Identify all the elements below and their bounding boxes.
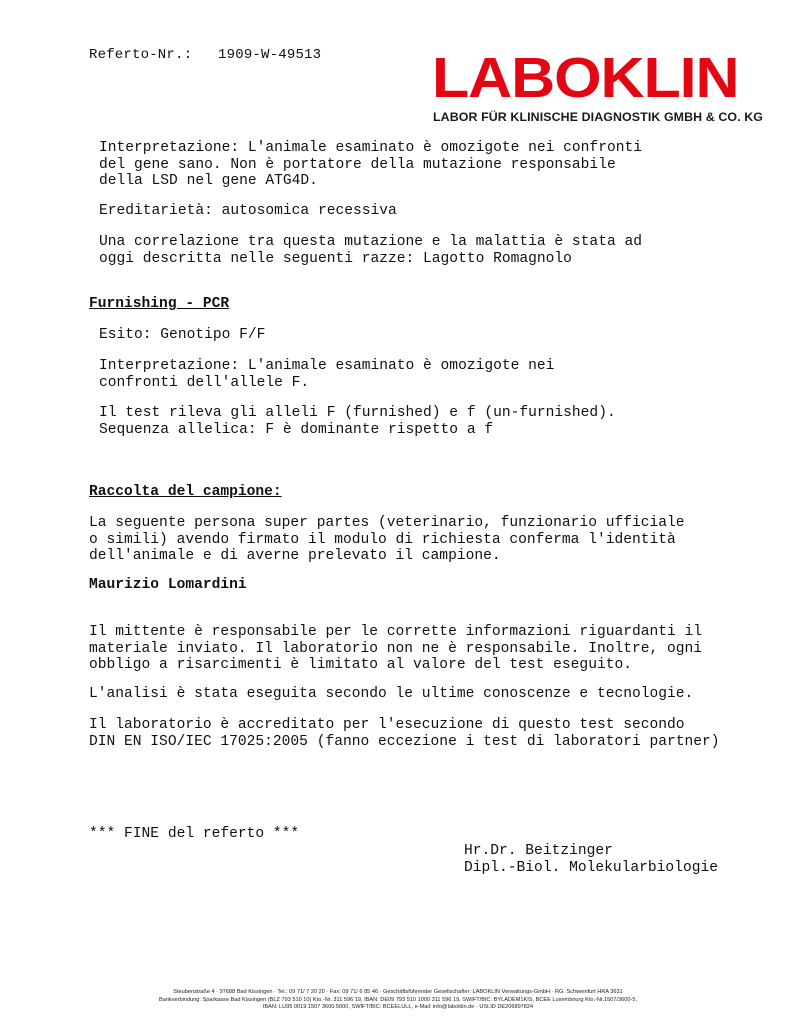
logo-subtitle: LABOR FÜR KLINISCHE DIAGNOSTIK GMBH & CO. KG	[433, 110, 763, 124]
sampling-heading: Raccolta del campione:	[89, 484, 282, 500]
text-line: Interpretazione: L'animale esaminato è omozigote nei	[99, 358, 555, 374]
signature-block	[464, 843, 718, 876]
text-line: dell'animale e di averne prelevato il campione.	[89, 548, 501, 564]
text-line: oggi descritta nelle seguenti razze: Lagotto Romagnolo	[99, 250, 572, 267]
furnishing-heading: Furnishing - PCR	[89, 296, 230, 312]
laboklin-logo: LABOKLIN	[432, 46, 739, 110]
end-of-report: *** FINE del referto ***	[89, 826, 300, 842]
text-line: Una correlazione tra questa mutazione e la malattia è stata ad	[99, 234, 642, 250]
report-number-label: Referto-Nr.:	[89, 47, 193, 63]
footer-line: Bankverbindung: Sparkasse Bad Kissingen (BLZ 793 510 10) Kto.-Nr. 311 596 19, IBAN: DE09 793 510 1000 311 596 19, SWIFT/BIC: BYLADEM1KIS, BCEE Luxembourg Kto.-Nr.1507/3600-5,	[158, 996, 638, 1003]
text-line: Sequenza allelica: F è dominante rispetto a f	[99, 421, 494, 438]
report-number: 1909-W-49513	[218, 47, 322, 63]
text-line: della LSD nel gene ATG4D.	[99, 173, 318, 189]
text-line: Il mittente è responsabile per le corrette informazioni riguardanti il	[89, 624, 703, 640]
footer	[0, 989, 796, 1012]
responsibility-disclaimer	[89, 624, 702, 674]
footer-line: IBAN: LU95 0019 1507 3600 5000, SWIFT/BIC: BCEELULL, e-Mail: info@laboklin.de · USt.ID DE206897824	[262, 1004, 534, 1011]
signer-name: Hr.Dr. Beitzinger	[464, 843, 613, 859]
lsd-correlation	[99, 234, 642, 267]
furnishing-test-info	[99, 405, 616, 438]
text-line: materiale inviato. Il laboratorio non ne è responsabile. Inoltre, ogni	[89, 640, 703, 657]
analysis-statement: L'analisi è stata eseguita secondo le ultime conoscenze e tecnologie.	[89, 686, 694, 702]
signer-title: Dipl.-Biol. Molekularbiologie	[464, 859, 718, 876]
report-number-line	[89, 47, 321, 64]
lsd-heredity: Ereditarietà: autosomica recessiva	[99, 203, 397, 219]
text-line: Il laboratorio è accreditato per l'esecuzione di questo test secondo	[89, 717, 685, 733]
lsd-interpretation	[99, 140, 642, 190]
text-line: La seguente persona super partes (veterinario, funzionario ufficiale	[89, 515, 685, 531]
sampler-name: Maurizio Lomardini	[89, 577, 247, 593]
text-line: Il test rileva gli alleli F (furnished) e f (un-furnished).	[99, 405, 616, 421]
text-line: del gene sano. Non è portatore della mutazione responsabile	[99, 156, 616, 173]
furnishing-result: Esito: Genotipo F/F	[99, 327, 266, 343]
text-line: obbligo a risarcimenti è limitato al valore del test eseguito.	[89, 657, 632, 673]
text-line: Interpretazione: L'animale esaminato è omozigote nei confronti	[99, 140, 642, 156]
text-line: DIN EN ISO/IEC 17025:2005 (fanno eccezione i test di laboratori partner)	[89, 733, 720, 750]
furnishing-interpretation	[99, 358, 554, 391]
accreditation-statement	[89, 717, 720, 750]
sampling-text	[89, 515, 685, 565]
text-line: o simili) avendo firmato il modulo di richiesta conferma l'identità	[89, 531, 676, 548]
footer-line: Steubenstraße 4 · 97688 Bad Kissingen · Tel.: 09 71/ 7 20 20 · Fax: 09 71/ 6 85 46 · Geschäftsführender Gesellschafter: LABOKLIN Verwaltungs-GmbH · RG. Schweinfurt HRA 3631	[173, 989, 623, 995]
text-line: confronti dell'allele F.	[99, 374, 310, 391]
